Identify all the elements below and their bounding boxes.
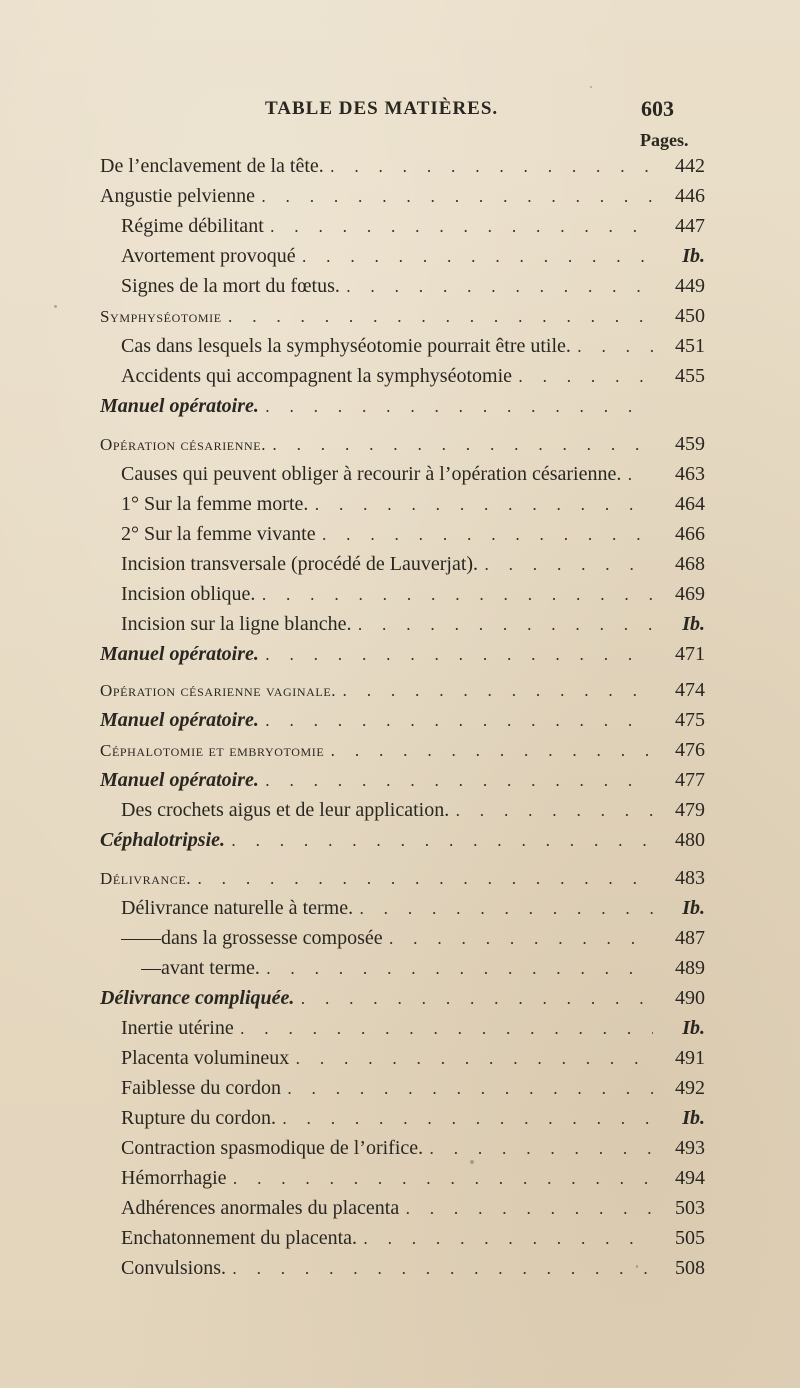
toc-entry: [121, 490, 705, 518]
dot-leader: [266, 431, 653, 458]
toc-entry-page: 490: [675, 987, 705, 1009]
toc-entry-title: Inertie utérine: [121, 1017, 234, 1039]
toc-entry-title: dans la grossesse composée: [161, 927, 383, 949]
dot-leader: [276, 1105, 653, 1132]
toc-entry-title: Délivrance compliquée.: [100, 987, 295, 1009]
ditto-mark: —: [141, 927, 161, 949]
toc-entry-title: Opération césarienne vaginale.: [100, 681, 337, 700]
toc-entry-page: Ib.: [682, 245, 705, 267]
toc-entry-title: Des crochets aigus et de leur application.: [121, 799, 450, 821]
toc-entry: [100, 640, 705, 668]
dot-leader: [357, 1225, 653, 1252]
dot-leader: [336, 677, 653, 704]
dot-leader: [260, 955, 653, 982]
toc-entry: [100, 736, 705, 764]
dot-leader: [226, 1255, 653, 1282]
toc-entry: [121, 520, 705, 548]
toc-entry: [121, 1194, 705, 1222]
toc-entry: [121, 1254, 705, 1282]
toc-entry: [121, 272, 705, 300]
dot-leader: [324, 153, 653, 180]
toc-entry: [121, 580, 705, 608]
toc-entry-page: 475: [675, 709, 705, 731]
toc-entry-page: 489: [675, 957, 705, 979]
toc-entry-page: 468: [675, 553, 705, 575]
dot-leader: [316, 521, 653, 548]
toc-entry-title: De l’enclavement de la tête.: [100, 155, 324, 177]
dot-leader: [191, 865, 653, 892]
dot-leader: [324, 737, 653, 764]
toc-entry: [100, 392, 705, 420]
dot-leader: [234, 1015, 653, 1042]
ditto-mark: —: [141, 957, 161, 979]
toc-entry-title: Enchatonnement du placenta.: [121, 1227, 358, 1249]
toc-entry-page: 447: [675, 215, 705, 237]
dot-leader: [383, 925, 653, 952]
toc-entry-page: 503: [675, 1197, 705, 1219]
dot-leader: [264, 213, 653, 240]
toc-entry: [100, 706, 705, 734]
toc-entry-title: avant terme.: [161, 957, 260, 979]
toc-entry-page: 505: [675, 1227, 705, 1249]
paper-blemish: [54, 305, 57, 308]
toc-entry: [121, 362, 705, 390]
toc-entry: [121, 924, 705, 952]
dot-leader: [399, 1195, 653, 1222]
toc-entry-page: 451: [675, 335, 705, 357]
dot-leader: [296, 243, 653, 270]
toc-entry-page: 479: [675, 799, 705, 821]
dot-leader: [621, 461, 653, 488]
toc-entry-page: Ib.: [682, 897, 705, 919]
toc-entry-page: 464: [675, 493, 705, 515]
toc-entry-page: 446: [675, 185, 705, 207]
toc-entry: [121, 1224, 705, 1252]
toc-entry-title: Incision sur la ligne blanche.: [121, 613, 352, 635]
toc-entry-page: Ib.: [682, 1107, 705, 1129]
toc-entry: [121, 242, 705, 270]
paper-blemish: [470, 1160, 474, 1164]
toc-entry-title: Symphyséotomie: [100, 307, 222, 326]
toc-entry-title: Céphalotripsie.: [100, 829, 226, 851]
toc-entry: [141, 954, 705, 982]
toc-entry-title: Cas dans lesquels la symphyséotomie pourrait être utile.: [121, 335, 571, 357]
toc-entry: [100, 826, 705, 854]
toc-entry-page: 494: [675, 1167, 705, 1189]
dot-leader: [259, 707, 653, 734]
toc-entry: [100, 430, 705, 458]
toc-entry-page: 474: [675, 679, 705, 701]
toc-entry-page: 491: [675, 1047, 705, 1069]
toc-entry-title: Régime débilitant: [121, 215, 264, 237]
toc-entry-title: Rupture du cordon.: [121, 1107, 276, 1129]
toc-entry: [121, 460, 705, 488]
toc-entry-page: 442: [675, 155, 705, 177]
toc-entry: [121, 212, 705, 240]
toc-entry: [121, 1134, 705, 1162]
toc-entry-title: Incision transversale (procédé de Lauverjat).: [121, 553, 479, 575]
toc-entry-title: Manuel opératoire.: [100, 643, 259, 665]
toc-entry-page: 480: [675, 829, 705, 851]
dot-leader: [571, 333, 653, 360]
toc-entry-title: 1° Sur la femme morte.: [121, 493, 309, 515]
paper-blemish: [590, 86, 592, 88]
toc-entry: [100, 766, 705, 794]
paper-blemish: [636, 1265, 638, 1268]
toc-entry-title: Accidents qui accompagnent la symphyséotomie: [121, 365, 513, 387]
dot-leader: [512, 363, 653, 390]
toc-entry-title: Hémorrhagie: [121, 1167, 227, 1189]
dot-leader: [289, 1045, 653, 1072]
toc-entry-title: Manuel opératoire.: [100, 709, 259, 731]
toc-entry-page: 469: [675, 583, 705, 605]
toc-entry: [121, 610, 705, 638]
dot-leader: [227, 1165, 653, 1192]
toc-entry-page: 459: [675, 433, 705, 455]
dot-leader: [340, 273, 653, 300]
toc-entry: [121, 1014, 705, 1042]
toc-entry-page: 477: [675, 769, 705, 791]
page-number: 603: [641, 96, 674, 121]
toc-entry: [100, 864, 705, 892]
dot-leader: [259, 767, 653, 794]
dot-leader: [225, 827, 653, 854]
toc-entry-title: Faiblesse du cordon: [121, 1077, 281, 1099]
toc-entry: [121, 796, 705, 824]
dot-leader: [353, 895, 653, 922]
dot-leader: [259, 641, 653, 668]
dot-leader: [352, 611, 654, 638]
toc-entry-title: Angustie pelvienne: [100, 185, 255, 207]
toc-entry-page: 483: [675, 867, 705, 889]
toc-entry-title: Avortement provoqué: [121, 245, 296, 267]
dot-leader: [449, 797, 653, 824]
toc-entry-page: 449: [675, 275, 705, 297]
toc-entry: [121, 332, 705, 360]
toc-entry: [121, 1104, 705, 1132]
toc-entry-page: 493: [675, 1137, 705, 1159]
toc-entry-title: Causes qui peuvent obliger à recourir à l’opération césarienne.: [121, 463, 622, 485]
toc-entry-title: Céphalotomie et embryotomie: [100, 741, 325, 760]
toc-entry: [100, 182, 705, 210]
toc-entry-title: Adhérences anormales du placenta: [121, 1197, 400, 1219]
toc-entry: [100, 152, 705, 180]
toc-entry-title: Délivrance.: [100, 869, 192, 888]
toc-entry-page: 487: [675, 927, 705, 949]
dot-leader: [255, 581, 653, 608]
toc-entry-page: 450: [675, 305, 705, 327]
toc-entry: [100, 984, 705, 1012]
toc-entry-page: 476: [675, 739, 705, 761]
dot-leader: [259, 393, 653, 420]
toc-entry-page: 492: [675, 1077, 705, 1099]
toc-entry: [100, 676, 705, 704]
toc-entry-title: Manuel opératoire.: [100, 395, 259, 417]
toc-entry-title: Incision oblique.: [121, 583, 256, 605]
toc-entry-title: Placenta volumineux: [121, 1047, 290, 1069]
ditto-mark: —: [121, 927, 141, 949]
toc-entry-page: 463: [675, 463, 705, 485]
dot-leader: [294, 985, 653, 1012]
dot-leader: [281, 1075, 653, 1102]
toc-entry: [121, 1164, 705, 1192]
toc-entry-title: Opération césarienne.: [100, 435, 267, 454]
toc-entry-title: Contraction spasmodique de l’orifice.: [121, 1137, 424, 1159]
toc-entry-page: 455: [675, 365, 705, 387]
toc-entry-page: 508: [675, 1257, 705, 1279]
dot-leader: [478, 551, 653, 578]
toc-entry: [100, 302, 705, 330]
toc-entry-page: Ib.: [682, 1017, 705, 1039]
toc-entry: [121, 894, 705, 922]
toc-entry-page: Ib.: [682, 613, 705, 635]
running-title: TABLE DES MATIÈRES.: [265, 98, 499, 119]
toc-entry: [121, 1044, 705, 1072]
toc-entry: [121, 1074, 705, 1102]
toc-entry-title: Délivrance naturelle à terme.: [121, 897, 354, 919]
toc-entry-page: 471: [675, 643, 705, 665]
toc-entry-title: 2° Sur la femme vivante: [121, 523, 316, 545]
pages-column-label: Pages.: [640, 130, 689, 150]
toc-entry-page: 466: [675, 523, 705, 545]
toc-entry-title: Signes de la mort du fœtus.: [121, 275, 340, 297]
dot-leader: [423, 1135, 653, 1162]
toc-entry: [121, 550, 705, 578]
toc-entry-title: Convulsions.: [121, 1257, 227, 1279]
dot-leader: [222, 303, 653, 330]
toc-entry-title: Manuel opératoire.: [100, 769, 259, 791]
dot-leader: [255, 183, 653, 210]
dot-leader: [308, 491, 653, 518]
